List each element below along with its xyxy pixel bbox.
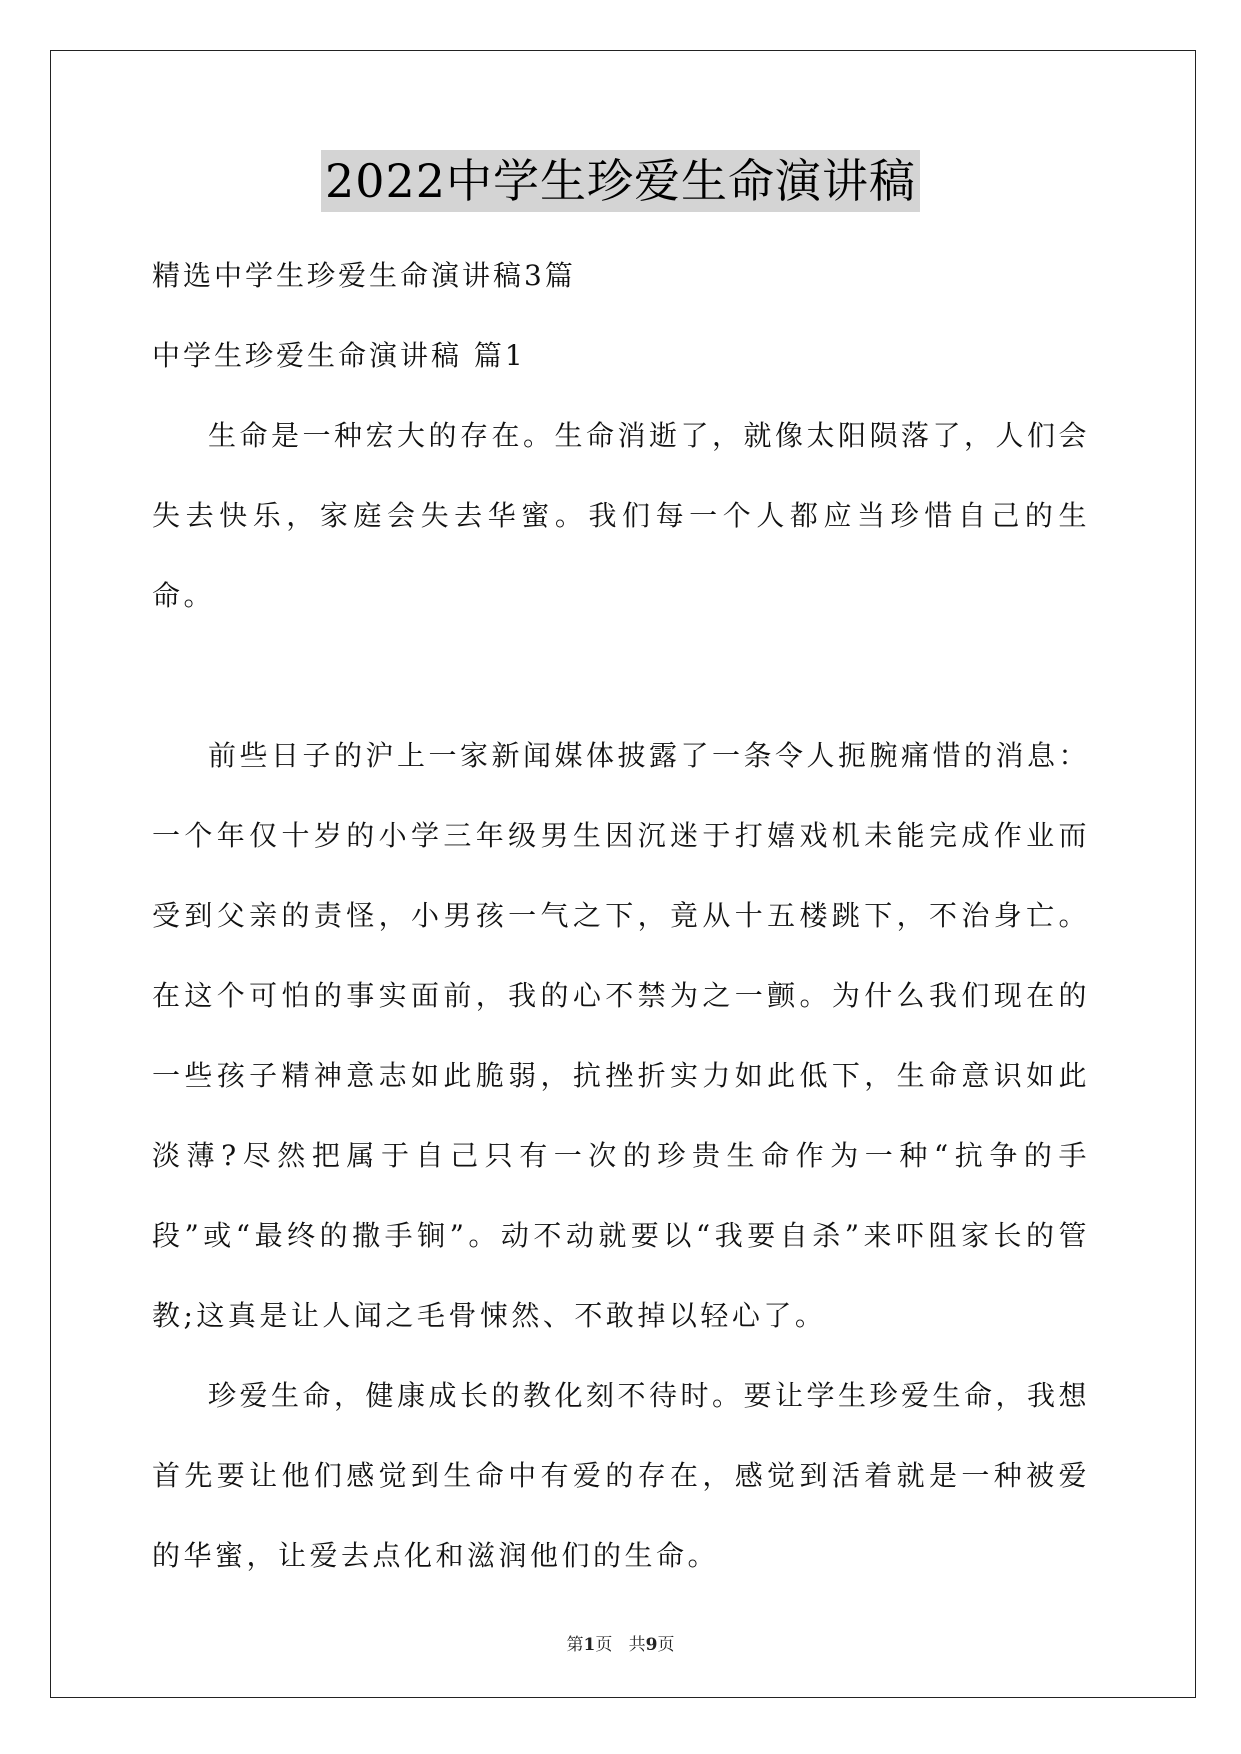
page-number: 1 (583, 1635, 596, 1655)
page-footer (0, 1630, 1241, 1655)
paragraph-2: 前些日子的沪上一家新闻媒体披露了一条令人扼腕痛惜的消息：一个年仅十岁的小学三年级男生因沉迷于打嬉戏机未能完成作业而受到父亲的责怪，小男孩一气之下，竟从十五楼跳下，不治身亡。在这个可怕的事实面前，我的心不禁为之一颤。为什么我们现在的一些孩子精神意志如此脆弱，抗挫折实力如此低下，生命意识如此淡薄?尽然把属于自己只有一次的珍贵生命作为一种“抗争的手段”或“最终的撒手锏”。动不动就要以“我要自杀”来吓阻家长的管教;这真是让人闻之毛骨悚然、不敢掉以轻心了。 (152, 739, 1091, 1332)
document-title: 2022中学生珍爱生命演讲稿 (321, 150, 920, 212)
page-suffix: 页 (595, 1635, 613, 1655)
paragraph-spacer (152, 636, 1090, 716)
document-subtitle: 精选中学生珍爱生命演讲稿3篇 (152, 259, 576, 292)
total-suffix: 页 (657, 1635, 675, 1655)
paragraph-1: 生命是一种宏大的存在。生命消逝了，就像太阳陨落了，人们会失去快乐，家庭会失去华蜜。我们每一个人都应当珍惜自己的生命。 (152, 419, 1091, 612)
title-container (0, 150, 1241, 212)
total-pages: 9 (645, 1635, 658, 1655)
page-prefix: 第 (566, 1635, 584, 1655)
total-prefix: 共 (628, 1635, 646, 1655)
section-heading: 中学生珍爱生命演讲稿 篇1 (152, 339, 526, 372)
document-body (152, 236, 1090, 1596)
paragraph-3: 珍爱生命，健康成长的教化刻不待时。要让学生珍爱生命，我想首先要让他们感觉到生命中有爱的存在，感觉到活着就是一种被爱的华蜜，让爱去点化和滋润他们的生命。 (152, 1379, 1091, 1572)
